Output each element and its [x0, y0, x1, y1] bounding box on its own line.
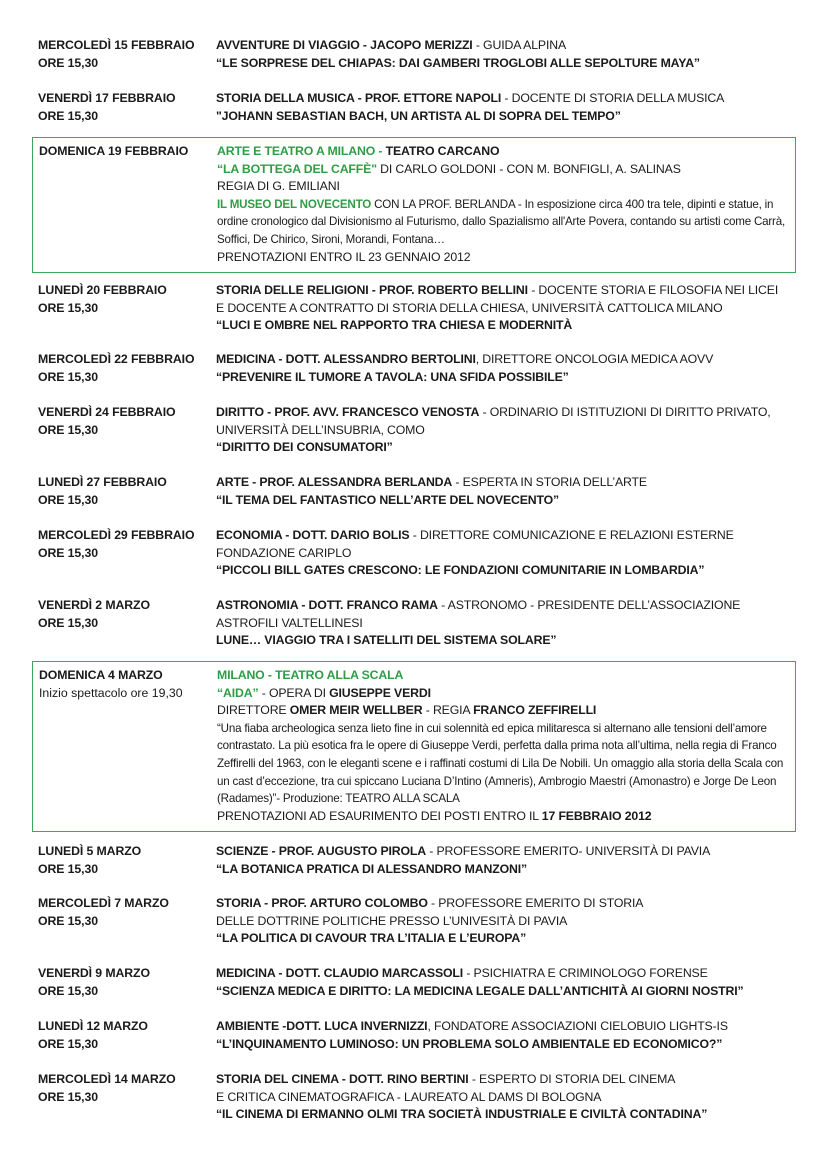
event-date-column — [38, 527, 216, 580]
museum-description: In esposizione circa 400 tra tele, dipinti e statue, in ordine cronologico dal Divisionismo al Futurismo, dallo Spazialismo all'Arte Povera, contando su artisti come Carrà, Soffici, De Chirico, Sironi, Morandi, Fontana… — [217, 197, 785, 246]
event-entry — [32, 527, 796, 580]
event-speaker-role: - ESPERTO DI STORIA DEL CINEMA — [468, 1072, 676, 1086]
event-topic: DIRITTO - PROF. AVV. FRANCESCO VENOSTA — [216, 405, 480, 419]
event-time: ORE 15,30 — [38, 983, 98, 998]
event-speaker-role: - ESPERTA IN STORIA DELL’ARTE — [452, 475, 647, 489]
event-entry — [32, 282, 796, 335]
event-lecture-title: LUNE… VIAGGIO TRA I SATELLITI DEL SISTEMA SOLARE” — [216, 633, 557, 648]
event-date-column — [38, 404, 216, 457]
event-lecture-title: “PREVENIRE IL TUMORE A TAVOLA: UNA SFIDA POSSIBILE” — [216, 369, 569, 384]
event-details — [217, 667, 789, 825]
event-time: ORE 15,30 — [38, 55, 98, 70]
event-time: ORE 15,30 — [38, 545, 98, 560]
event-details — [216, 527, 790, 580]
event-lecture-title: “SCIENZA MEDICA E DIRITTO: LA MEDICINA LEGALE DALL’ANTICHITÀ AI GIORNI NOSTRI” — [216, 983, 744, 998]
event-date-column — [38, 843, 216, 878]
event-venue: TEATRO CARCANO — [385, 144, 500, 158]
museum-guide: CON LA PROF. BERLANDA - — [371, 197, 525, 211]
event-details — [216, 37, 790, 72]
event-entry — [32, 1018, 796, 1053]
event-speaker-role: - GUIDA ALPINA — [472, 38, 567, 52]
event-details — [216, 1071, 790, 1124]
event-details — [216, 843, 790, 878]
event-date: MERCOLEDÌ 22 FEBBRAIO — [38, 352, 195, 366]
event-entry-highlighted — [32, 137, 796, 273]
event-lecture-title: "JOHANN SEBASTIAN BACH, UN ARTISTA AL DI SOPRA DEL TEMPO” — [216, 108, 621, 123]
event-entry — [32, 895, 796, 948]
event-date: LUNEDÌ 12 MARZO — [38, 1019, 148, 1033]
event-time: ORE 15,30 — [38, 369, 98, 384]
event-time: ORE 15,30 — [38, 492, 98, 507]
event-date-column — [38, 90, 216, 125]
event-lecture-title: “LA BOTANICA PRATICA DI ALESSANDRO MANZONI” — [216, 861, 527, 876]
event-details — [216, 1018, 790, 1053]
event-speaker-role: , FONDATORE ASSOCIAZIONI CIELOBUIO LIGHTS-IS — [427, 1019, 728, 1033]
event-details — [216, 474, 790, 509]
event-lecture-title: “L’INQUINAMENTO LUMINOSO: UN PROBLEMA SOLO AMBIENTALE ED ECONOMICO?” — [216, 1036, 723, 1051]
event-date: VENERDÌ 9 MARZO — [38, 966, 150, 980]
event-topic: ASTRONOMIA - DOTT. FRANCO RAMA — [216, 598, 438, 612]
event-topic: MILANO - TEATRO ALLA SCALA — [217, 668, 404, 682]
event-topic: STORIA - PROF. ARTURO COLOMBO — [216, 896, 428, 910]
event-date-column — [38, 474, 216, 509]
event-speaker-role: - PROFESSORE EMERITO DI STORIA — [427, 896, 644, 910]
event-time: ORE 15,30 — [38, 422, 98, 437]
event-details — [217, 143, 789, 266]
opera-description: “Una fiaba archeologica senza lieto fine in cui solennità ed epica militaresca si alternano alle tensioni dell’amore contrastato. La più esotica fra le opere di Giuseppe Verdi, perfetta dalla prima nota all’ultima, nella regia di Franco Zeffirelli del 1963, con le eleganti scene e i raffinati costumi di Lila De Nobili. Un omaggio alla storia della Scala con un cast d’eccezione, tra cui spiccano Luciana D’Intino (Amneris), Ambrogio Maestri (Amonastro) e Jorge De Leon (Radames)”- Produzione: TEATRO ALLA SCALA — [217, 721, 784, 806]
event-details — [216, 895, 790, 948]
event-date: MERCOLEDÌ 14 MARZO — [38, 1072, 176, 1086]
event-speaker-role: FONDAZIONE CARIPLO — [216, 545, 352, 560]
event-date: VENERDÌ 17 FEBBRAIO — [38, 91, 176, 105]
event-date-column — [38, 37, 216, 72]
event-speaker-role: - PSICHIATRA E CRIMINOLOGO FORENSE — [463, 966, 708, 980]
show-start-note: Inizio spettacolo ore 19,30 — [39, 685, 183, 700]
event-topic: AMBIENTE -DOTT. LUCA INVERNIZZI — [216, 1019, 428, 1033]
event-date-column — [38, 351, 216, 386]
event-time: ORE 15,30 — [38, 108, 98, 123]
event-time: ORE 15,30 — [38, 615, 98, 630]
event-date: LUNEDÌ 20 FEBBRAIO — [38, 283, 167, 297]
event-topic: MEDICINA - DOTT. CLAUDIO MARCASSOLI — [216, 966, 464, 980]
event-speaker-role: - ORDINARIO DI ISTITUZIONI DI DIRITTO PRIVATO, — [479, 405, 771, 419]
event-topic: ECONOMIA - DOTT. DARIO BOLIS — [216, 528, 410, 542]
booking-deadline: PRENOTAZIONI AD ESAURIMENTO DEI POSTI ENTRO IL — [217, 808, 542, 823]
event-lecture-title: “IL CINEMA DI ERMANNO OLMI TRA SOCIETÀ INDUSTRIALE E CIVILTÀ CONTADINA” — [216, 1107, 708, 1122]
event-date-column — [38, 965, 216, 1000]
event-topic: ARTE - PROF. ALESSANDRA BERLANDA — [216, 475, 453, 489]
booking-deadline: PRENOTAZIONI ENTRO IL 23 GENNAIO 2012 — [217, 249, 471, 264]
booking-deadline-date: 17 FEBBRAIO 2012 — [541, 808, 652, 823]
event-details — [216, 965, 790, 1000]
event-date-column — [38, 1018, 216, 1053]
event-date-column — [38, 597, 216, 650]
event-topic: SCIENZE - PROF. AUGUSTO PIROLA — [216, 844, 427, 858]
event-lecture-title: “LA POLITICA DI CAVOUR TRA L’ITALIA E L’EUROPA” — [216, 931, 527, 946]
event-speaker-role: - DOCENTE DI STORIA DELLA MUSICA — [501, 91, 725, 105]
event-date-column — [38, 282, 216, 335]
event-details — [216, 90, 790, 125]
event-time: ORE 15,30 — [38, 861, 98, 876]
event-date: MERCOLEDÌ 7 MARZO — [38, 896, 169, 910]
event-entry — [32, 597, 796, 650]
event-entry — [32, 474, 796, 509]
event-time: ORE 15,30 — [38, 1089, 98, 1104]
event-speaker-role: - ASTRONOMO - PRESIDENTE DELL’ASSOCIAZIONE — [437, 598, 741, 612]
event-speaker-role: UNIVERSITÀ DELL’INSUBRIA, COMO — [216, 422, 425, 437]
event-date: VENERDÌ 24 FEBBRAIO — [38, 405, 176, 419]
opera-title: “AIDA” — [217, 685, 259, 700]
event-topic: MEDICINA - DOTT. ALESSANDRO BERTOLINI — [216, 352, 476, 366]
event-date-column — [39, 143, 217, 266]
opera-composer: GIUSEPPE VERDI — [329, 685, 431, 700]
event-entry — [32, 843, 796, 878]
event-topic: STORIA DELLA MUSICA - PROF. ETTORE NAPOLI — [216, 91, 502, 105]
event-topic: STORIA DELLE RELIGIONI - PROF. ROBERTO BELLINI — [216, 283, 528, 297]
event-speaker-role: E CRITICA CINEMATOGRAFICA - LAUREATO AL DAMS DI BOLOGNA — [216, 1089, 602, 1104]
event-date-column — [39, 667, 217, 825]
event-entry — [32, 351, 796, 386]
event-lecture-title: “IL TEMA DEL FANTASTICO NELL’ARTE DEL NOVECENTO” — [216, 492, 560, 507]
event-details — [216, 404, 790, 457]
event-time: ORE 15,30 — [38, 913, 98, 928]
event-entry-highlighted — [32, 661, 796, 832]
event-speaker-role: ASTROFILI VALTELLINESI — [216, 615, 363, 630]
event-details — [216, 282, 790, 335]
conductor-label: DIRETTORE — [217, 703, 290, 718]
event-topic: STORIA DEL CINEMA - DOTT. RINO BERTINI — [216, 1072, 469, 1086]
director-label: - REGIA — [422, 703, 474, 718]
event-entry — [32, 90, 796, 125]
event-date: DOMENICA 4 MARZO — [39, 668, 163, 682]
event-date: LUNEDÌ 27 FEBBRAIO — [38, 475, 167, 489]
play-director: REGIA DI G. EMILIANI — [217, 179, 340, 194]
event-lecture-title: “LE SORPRESE DEL CHIAPAS: DAI GAMBERI TROGLOBI ALLE SEPOLTURE MAYA” — [216, 55, 700, 70]
event-date: MERCOLEDÌ 15 FEBBRAIO — [38, 38, 195, 52]
event-details — [216, 351, 790, 386]
event-topic: AVVENTURE DI VIAGGIO - JACOPO MERIZZI — [216, 38, 473, 52]
event-date: VENERDÌ 2 MARZO — [38, 598, 150, 612]
event-speaker-role: E DOCENTE A CONTRATTO DI STORIA DELLA CHIESA, UNIVERSITÀ CATTOLICA MILANO — [216, 300, 723, 315]
event-lecture-title: “LUCI E OMBRE NEL RAPPORTO TRA CHIESA E MODERNITÀ — [216, 318, 573, 333]
event-date: MERCOLEDÌ 29 FEBBRAIO — [38, 528, 195, 542]
event-entry — [32, 404, 796, 457]
event-date: DOMENICA 19 FEBBRAIO — [39, 144, 189, 158]
play-credits: DI CARLO GOLDONI - CON M. BONFIGLI, A. SALINAS — [376, 161, 681, 176]
event-speaker-role: - DOCENTE STORIA E FILOSOFIA NEI LICEI — [527, 283, 779, 297]
event-entry — [32, 1071, 796, 1124]
event-topic: ARTE E TEATRO A MILANO - — [217, 144, 386, 158]
event-time: ORE 15,30 — [38, 300, 98, 315]
event-entry — [32, 965, 796, 1000]
event-entry — [32, 37, 796, 72]
event-speaker-role: - PROFESSORE EMERITO- UNIVERSITÀ DI PAVIA — [426, 844, 711, 858]
event-lecture-title: “DIRITTO DEI CONSUMATORI” — [216, 440, 393, 455]
event-date: LUNEDÌ 5 MARZO — [38, 844, 142, 858]
event-date-column — [38, 1071, 216, 1124]
event-lecture-title: “PICCOLI BILL GATES CRESCONO: LE FONDAZIONI COMUNITARIE IN LOMBARDIA” — [216, 563, 705, 578]
event-date-column — [38, 895, 216, 948]
event-speaker-role: DELLE DOTTRINE POLITICHE PRESSO L’UNIVESITÀ DI PAVIA — [216, 913, 568, 928]
event-speaker-role: - DIRETTORE COMUNICAZIONE E RELAZIONI ESTERNE — [409, 528, 734, 542]
event-time: ORE 15,30 — [38, 1036, 98, 1051]
opera-by: - OPERA DI — [258, 685, 330, 700]
event-speaker-role: , DIRETTORE ONCOLOGIA MEDICA AOVV — [475, 352, 714, 366]
play-title: “LA BOTTEGA DEL CAFFÈ" — [217, 161, 377, 176]
event-details — [216, 597, 790, 650]
museum-title: IL MUSEO DEL NOVECENTO — [217, 197, 372, 211]
conductor-name: OMER MEIR WELLBER — [289, 703, 423, 718]
director-name: FRANCO ZEFFIRELLI — [473, 703, 597, 718]
